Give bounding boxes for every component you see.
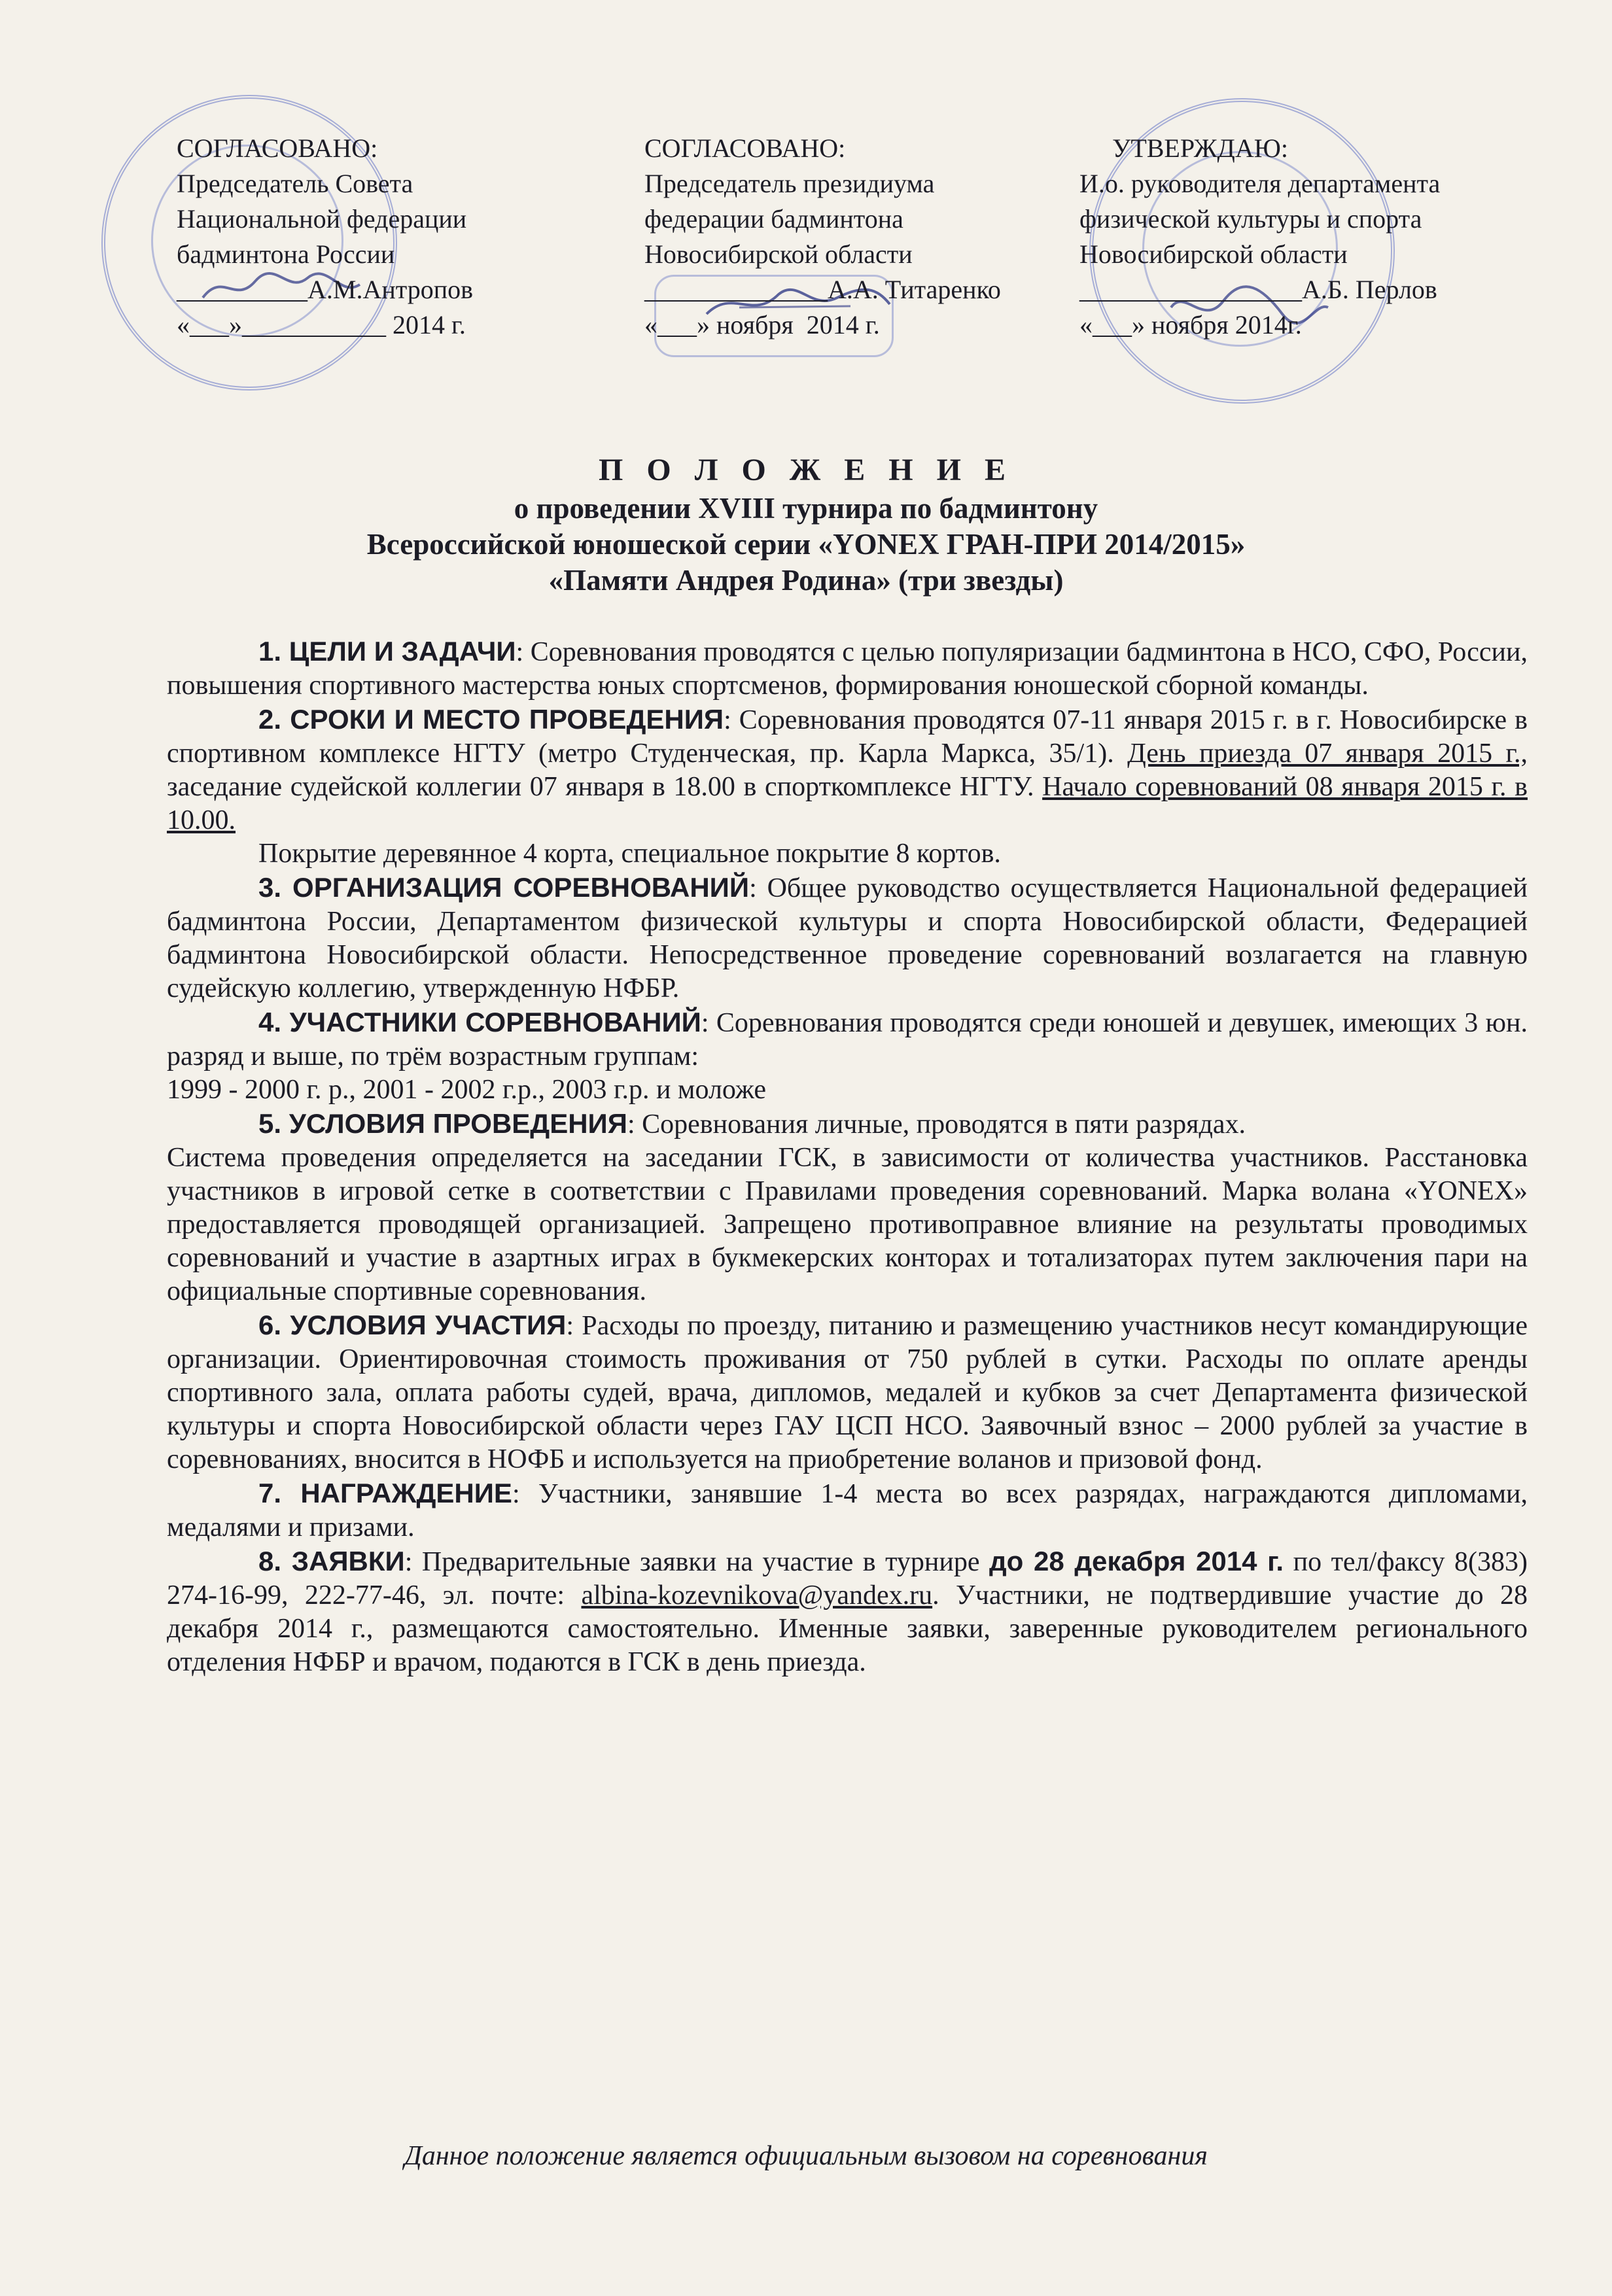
section-heading: 1. ЦЕЛИ И ЗАДАЧИ [258, 636, 516, 667]
underlined-start-date: Начало соревнований 08 января 2015 г. в 10.00. [167, 772, 1528, 835]
section-goals [167, 635, 1528, 703]
section-text: по тел/факсу 8(383) 274-16-99, 222-77-46, эл. почте: [167, 1547, 1528, 1610]
section-participants [167, 1005, 1528, 1073]
section-text: : Предварительные заявки на участие в турнире [404, 1547, 990, 1577]
approval-position-line: федерации бадминтона [644, 204, 903, 234]
section-heading: 5. УСЛОВИЯ ПРОВЕДЕНИЯ [258, 1108, 627, 1139]
section-text: : Соревнования проводятся с целью популяризации бадминтона в НСО, СФО, России, повышения спортивного мастерства юных спортсменов, формирования юношеской сборной команды. [167, 637, 1528, 701]
approval-heading: УТВЕРЖДАЮ: [1112, 133, 1288, 163]
section-text: заседание судейской коллегии 07 января в 18.00 в спорткомплексе НГТУ. [167, 772, 1043, 802]
approval-position-line: бадминтона России [177, 239, 395, 269]
section-heading: 4. УЧАСТНИКИ СОРЕВНОВАНИЙ [258, 1007, 701, 1037]
section-text: : Соревнования проводятся среди юношей и девушек, имеющих 3 юн. разряд и выше, по трём возрастным группам: [167, 1008, 1528, 1071]
approval-block-nfbr [177, 131, 582, 343]
court-surface-note: Покрытие деревянное 4 корта, специальное покрытие 8 кортов. [258, 839, 1001, 869]
approval-date-line: «___»___________ 2014 г. [177, 310, 466, 339]
document-subtitle-line: о проведении XVIII турнира по бадминтону [514, 492, 1098, 525]
document-subtitle-line: «Памяти Андрея Родина» (три звезды) [548, 564, 1064, 597]
section-conditions [167, 1107, 1528, 1141]
approval-position-line: Новосибирской области [644, 239, 913, 269]
section-text: : Соревнования проводятся 07-11 января 2015 г. в г. Новосибирске в спортивном комплексе НГТУ (метро Студенческая, пр. Карла Маркса, 35/1). [167, 705, 1528, 769]
official-call-note: Данное положение является официальным вызовом на соревнования [404, 2141, 1208, 2171]
approval-heading: СОГЛАСОВАНО: [177, 133, 378, 163]
document-subtitle-line: Всероссийской юношеской серии «YONEX ГРАН-ПРИ 2014/2015» [366, 528, 1246, 561]
approval-position-line: Национальной федерации [177, 204, 467, 234]
section-text: : Расходы по проезду, питанию и размещению участников несут командирующие организации. Ориентировочная стоимость проживания от 750 рублей в сутки. Расходы по оплате аренды спортивного зала, оплата работы судей, врача, дипломов, медалей и кубков за счет Департамента физической культуры и спорта Новосибирской области через ГАУ ЦСП НСО. Заявочный взнос – 2000 рублей за участие в соревнованиях, вносится в НОФБ и используется на приобретение воланов и призовой фонд. [167, 1311, 1528, 1474]
approval-position-line: Председатель Совета [177, 169, 413, 198]
approval-date-line: «___» ноября 2014г. [1079, 310, 1302, 339]
approval-position-line: Председатель президиума [644, 169, 935, 198]
approval-position-line: И.о. руководителя департамента [1079, 169, 1441, 198]
section-text: . Участники, не подтвердившие участие до 28 декабря 2014 г., размещаются самостоятельно. Именные заявки, заверенные руководителем регионального отделения НФБР и врачом, подаются в ГСК в день приезда. [167, 1580, 1528, 1677]
document-title-block [0, 450, 1612, 599]
section-heading: 6. УСЛОВИЯ УЧАСТИЯ [258, 1310, 567, 1340]
approval-signature-line: _________________А.Б. Перлов [1079, 275, 1437, 304]
approval-heading: СОГЛАСОВАНО: [644, 133, 846, 163]
approval-block-nso-federation [644, 131, 1063, 343]
underlined-arrival-date: День приезда 07 января 2015 г., [1127, 739, 1528, 769]
section-dates-place [167, 703, 1528, 837]
section-participation [167, 1308, 1528, 1476]
section-heading: 2. СРОКИ И МЕСТО ПРОВЕДЕНИЯ [258, 704, 724, 735]
approval-signature-line: ______________А.А. Титаренко [644, 275, 1001, 304]
section-heading: 8. ЗАЯВКИ [258, 1546, 405, 1576]
section-heading: 7. НАГРАЖДЕНИЕ [258, 1478, 512, 1508]
section-organization [167, 871, 1528, 1005]
section-text: : Общее руководство осуществляется Национальной федерацией бадминтона России, Департаментом физической культуры и спорта Новосибирской области, Федерацией бадминтона Новосибирской области. Непосредственное проведение соревнований возлагается на главную судейскую коллегию, утвержденную НФБР. [167, 873, 1528, 1003]
document-body [167, 635, 1528, 1679]
approval-block-department [1079, 131, 1577, 343]
section-text: : Участники, занявшие 1-4 места во всех разрядах, награждаются дипломами, медалями и призами. [167, 1479, 1528, 1542]
approval-position-line: физической культуры и спорта [1079, 204, 1422, 234]
approval-date-line: «___» ноября 2014 г. [644, 310, 880, 339]
section-text: Система проведения определяется на заседании ГСК, в зависимости от количества участников. Расстановка участников в игровой сетке в соответствии с Правилами проведения соревнований. Марка волана «YONEX» предоставляется проводящей организацией. Запрещено противоправное влияние на результаты проводимых соревнований и участие в азартных играх в букмекерских конторах и тотализаторах путем заключения пари на официальные спортивные соревнования. [167, 1143, 1528, 1306]
email-link[interactable]: albina-kozevnikova@yandex.ru [581, 1580, 933, 1610]
section-text: : Соревнования личные, проводятся в пяти разрядах. [627, 1109, 1246, 1139]
age-groups: 1999 - 2000 г. р., 2001 - 2002 г.р., 2003 г.р. и моложе [167, 1075, 766, 1105]
section-awards [167, 1476, 1528, 1544]
section-applications [167, 1544, 1528, 1679]
section-heading: 3. ОРГАНИЗАЦИЯ СОРЕВНОВАНИЙ [258, 872, 750, 903]
approval-signature-line: __________А.М.Антропов [177, 275, 474, 304]
deadline-bold: до 28 декабря 2014 г. [989, 1546, 1284, 1576]
document-title: П О Л О Ж Е Н И Е [599, 453, 1013, 487]
approval-position-line: Новосибирской области [1079, 239, 1348, 269]
